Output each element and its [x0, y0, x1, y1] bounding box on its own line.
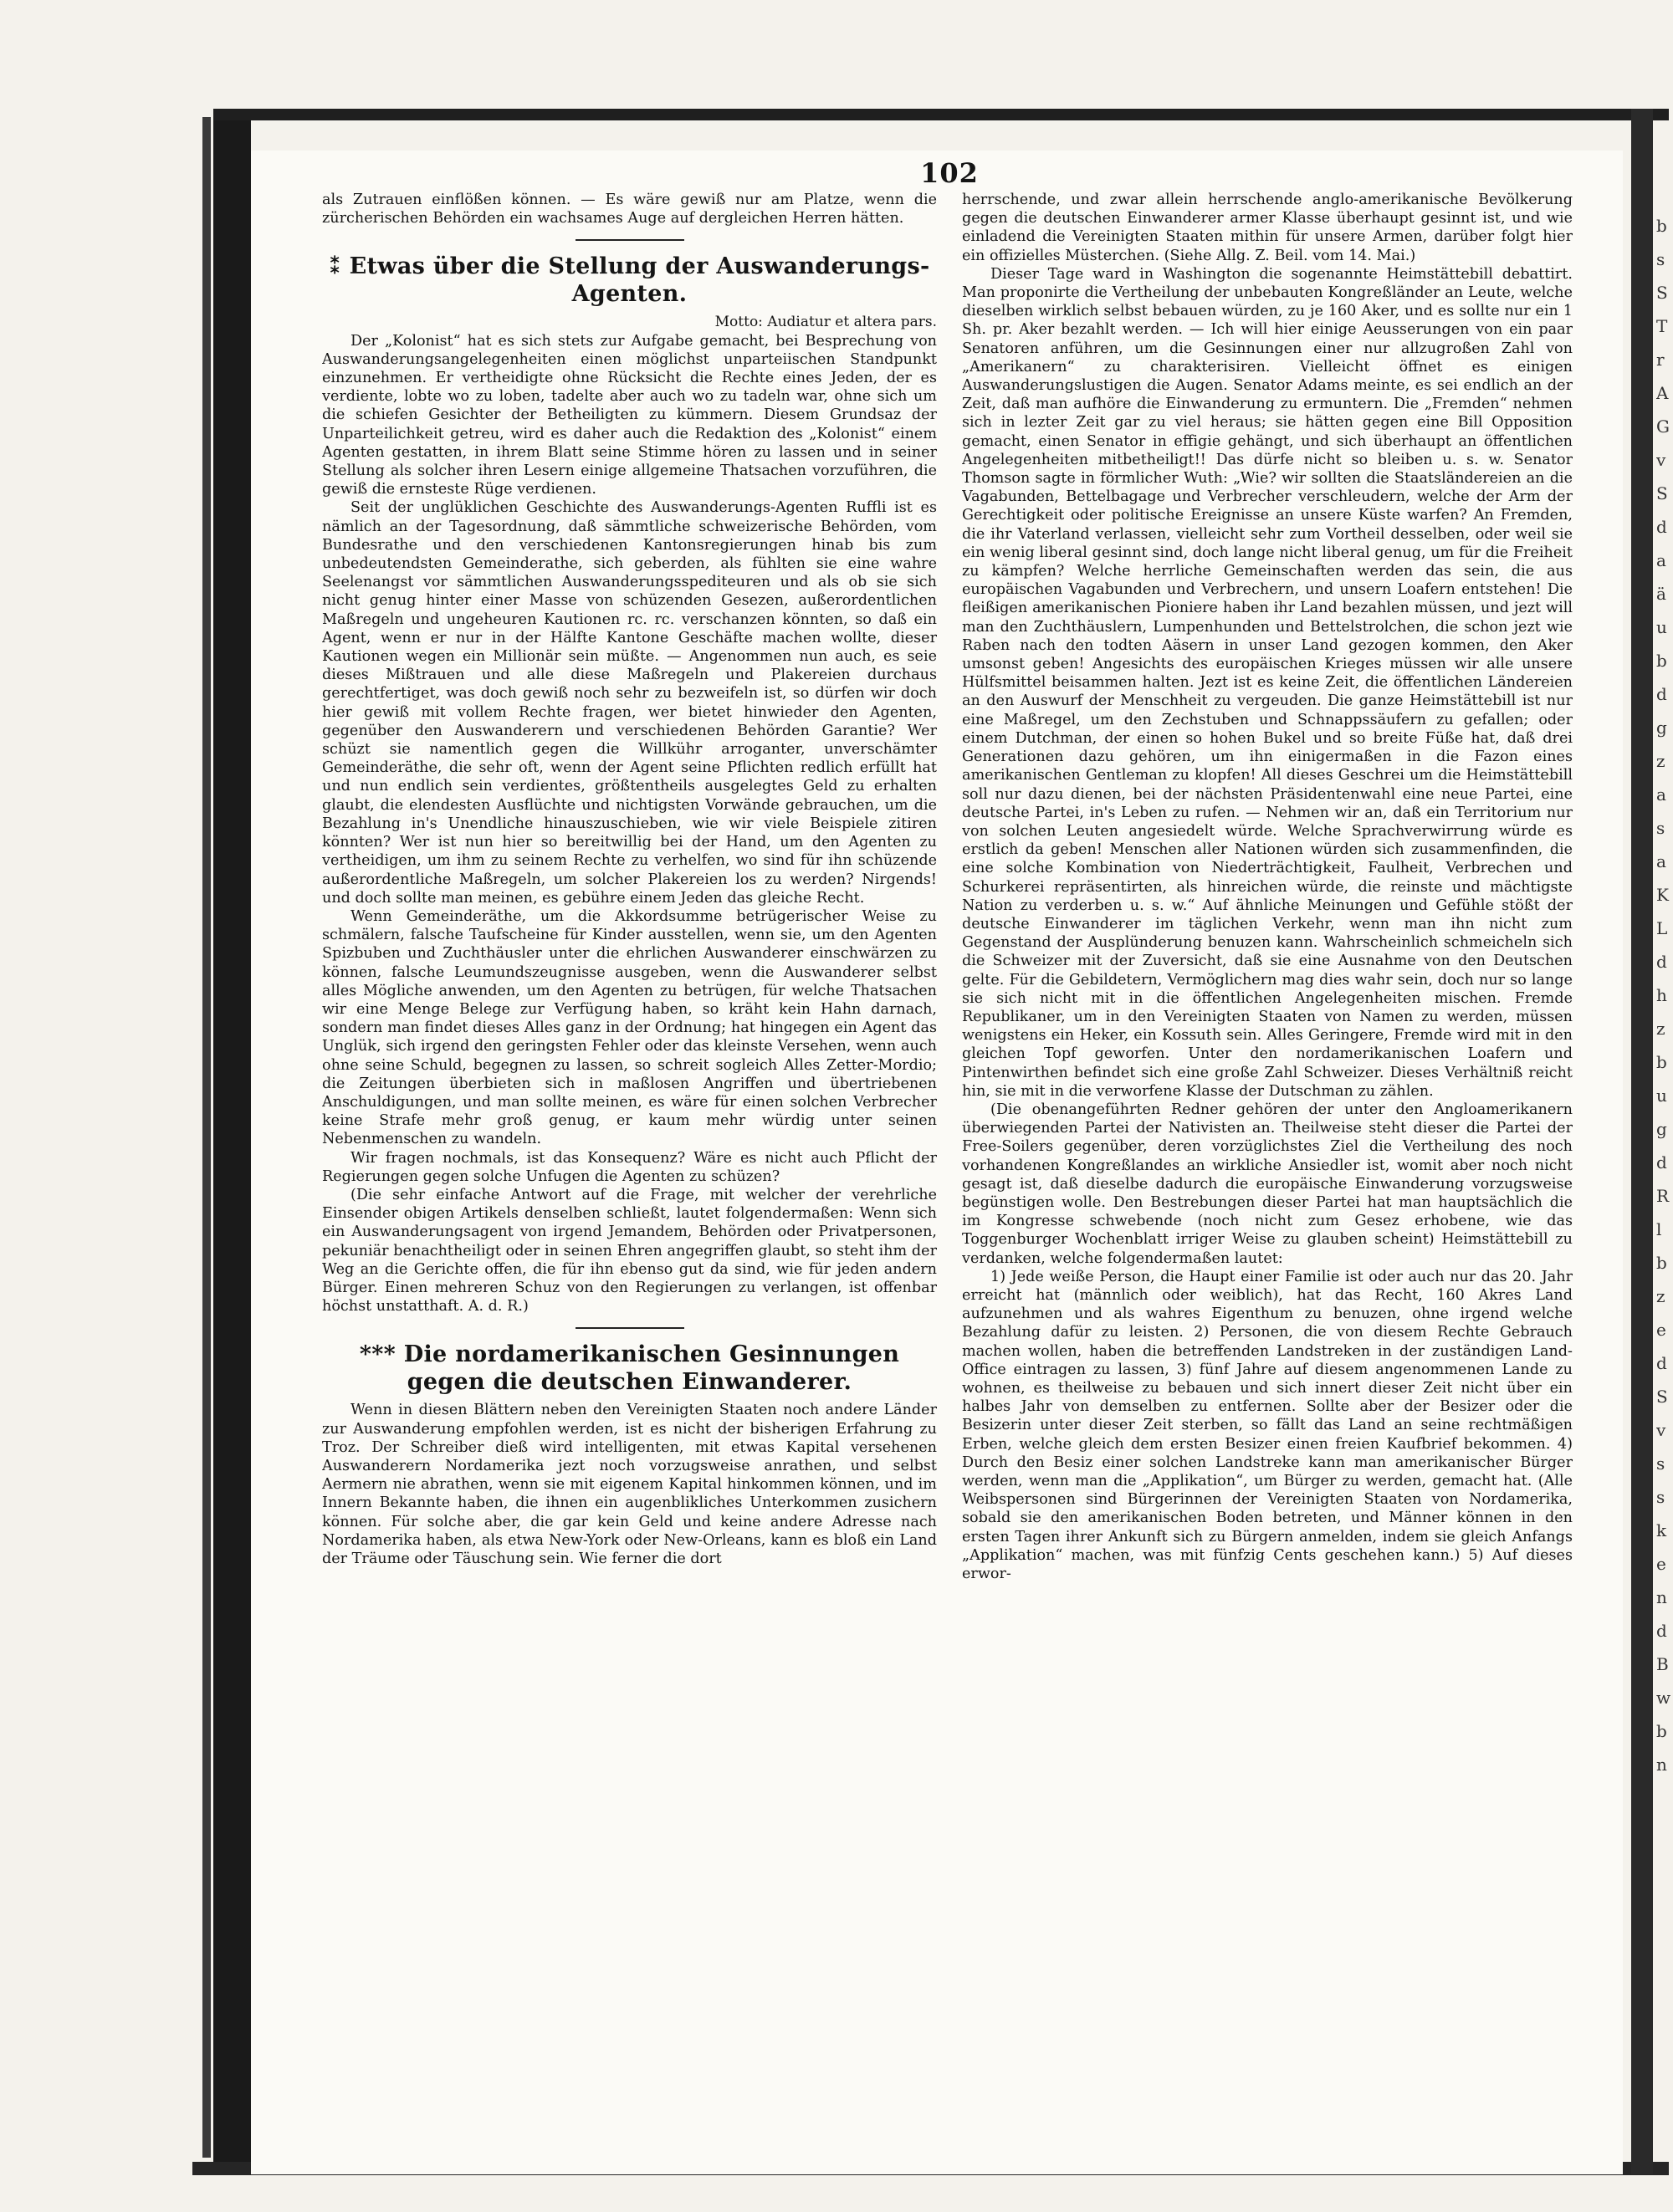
article-title-emigrants: *** Die nordamerikanischen Gesinnungen gegen die deutschen Einwanderer. — [359, 1341, 900, 1396]
edge-letter: k — [1656, 1520, 1667, 1540]
bill-provisions: 1) Jede weiße Person, die Haupt einer Familie ist oder auch nur das 20. Jahr erreicht hat (männlich oder weiblich), hat das Recht, 160 Akres Land aufzunehmen und als wahres Eigenthum zu benuzen, ohne irgend welche Bezahlung dafür zu leisten. 2) Personen, die von diesem Rechte Gebrauch machen wollen, haben die betreffenden Landstreken in der zuständigen Land-Office eintragen zu lassen, 3) fünf Jahre auf diesem angenommenen Lande zu wohnen, es theilweise zu bebauen und sich innert dieser Zeit nicht über ein halbes Jahr von demselben zu entfernen. Sollte aber der Besizer oder die Besizerin unter dieser Zeit sterben, so fällt das Land an seine rechtmäßigen Erben, welche gleich dem ersten Besizer einen freien Kaufbrief bekommen. 4) Durch den Besiz einer solchen Landstreke kann man amerikanischer Bürger werden, wenn man die „Applikation“, um Bürger zu werden, gemacht hat. (Alle Weibspersonen sind Bürgerinnen der Vereinigten Staaten von Nordamerika, sobald sie den amerikanischen Boden betreten, und Männer können in den ersten Tagen ihrer Ankunft sich zu Bürgern anmelden, indem sie gleich Anfangs „Applikation“ machen, was mit fünfzig Cents geschehen kann.) 5) Auf dieses erwor- — [962, 1268, 1573, 1583]
article-paragraph: Dieser Tage ward in Washington die sogenannte Heimstättebill debattirt. Man proponirte die Vertheilung der unbebauten Kongreßländer an Leute, welche dieselben wirklich selbst bebauen würden, zu je 160 Aker, und es sollte nur ein 1 Sh. pr. Aker bezahlt werden. — Ich will hier einige Aeusserungen von ein paar Senatoren anführen, um die Gesinnungen einer nur allzugroßen Zahl von „Amerikanern“ zu charakterisiren. Vielleicht öffnet es einigen Auswanderungslustigen die Augen. Senator Adams meinte, es sei endlich an der Zeit, daß man aufhöre die Einwanderung zu ermuntern. Die „Fremden“ nehmen sich in lezter Zeit gar zu viel heraus; sie hätten gegen eine Bill Opposition gemacht, einen Senator in effigie gehängt, und sich überhaupt an öffentlichen Angelegenheiten mitbetheiligt!! Das dürfe nicht so bleiben u. s. w. Senator Thomson sagte in förmlicher Wuth: „Wie? wir sollten die Staatsländereien an die Vagabunden, Bettelbagage und Verbrecher verschleudern, welche der Arm der Gerechtigkeit oder politische Ereignisse an unsere Küste warfen? An Fremden, die ihr Vaterland verlassen, vielleicht sehr zum Vortheil desselben, oder weil sie ein wenig liberal gesinnt sind, doch lange nicht liberal genug, um für die Freiheit zu kämpfen? Welche herrliche Gemeinschaften werden das sein, die aus europäischen Vagabunden und Verbrechern, und unsern Loafern entstehen! Die fleißigen amerikanischen Pioniere haben ihr Land bezahlen müssen, und jezt will man den Zuchthäuslern, Lumpenhunden und Bettelstrolchen, die schon jezt wie Raben nach den todten Aäsern in unser Land gezogen kommen, den Aker umsonst geben! Angesichts des europäischen Krieges müssen wir alle unsere Hülfsmittel beisammen halten. Jezt ist es keine Zeit, die öffentlichen Ländereien an den Auswurf der Menschheit zu vergeuden. Die ganze Heimstättebill ist nur eine Maßregel, um den Zechstuben und Schnappssäufern zu gefallen; oder einem Dutchman, der einen so hohen Bukel und so breite Füße hat, daß drei Generationen dazu gehören, um ihn einigermaßen in die Fazon eines amerikanischen Gentleman zu klopfen! All dieses Geschrei um die Heimstättebill soll nur dazu dienen, bei der nächsten Präsidentenwahl eine neue Partei, eine deutsche Partei, in's Leben zu rufen. — Nehmen wir an, daß ein Territorium nur von solchen Leuten angesiedelt würde. Welche Sprachverwirrung würde es erstlich da geben! Menschen aller Nationen würden sich zusammenfinden, die eine solche Kombination von Niederträchtigkeit, Faulheit, Verbrechen und Schurkerei repräsentirten, als hinreichen würde, die reinste und mächtigste Nation zu verderben u. s. w.“ Auf ähnliche Meinungen und Gefühle stößt der deutsche Einwanderer im täglichen Verkehr, wenn man ihn nicht zum Gegenstand der Ausplünderung benuzen kann. Wahrscheinlich schmeicheln sich die Schweizer mit der Zuversicht, daß sie eine Ausnahme von den Deutschen gelte. Für die Gebildetern, Vermöglichern mag dies wahr sein, doch nur so lange sie sich nicht mit in die öffentlichen Angelegenheiten mischen. Fremde Republikaner, um in den Vereinigten Staaten von Namen zu werden, müssen wenigstens ein Heker, ein Kossuth sein. Alles Geringere, Fremde wird mit in den gleichen Topf geworfen. Unter den nordamerikanischen Loafern und Pintenwirthen befindet sich eine große Zahl Schweizer. Dieses Verhältniß reicht hin, sie mit in die verworfene Klasse der Dutschman zu zählen. — [962, 265, 1573, 1100]
edge-letter: s — [1656, 1487, 1665, 1507]
motto: Motto: Audiatur et altera pars. — [714, 314, 937, 331]
edge-letter: d — [1656, 517, 1667, 537]
edge-letter: S — [1656, 1387, 1668, 1407]
edge-letter: u — [1656, 617, 1667, 637]
book-edge-top — [213, 109, 1669, 120]
edge-letter: u — [1656, 1086, 1667, 1106]
edge-letter: d — [1656, 1621, 1667, 1641]
edge-letter: d — [1656, 952, 1667, 972]
edge-letter: v — [1656, 1420, 1666, 1440]
edge-letter: g — [1656, 1119, 1667, 1139]
edge-letter: d — [1656, 1152, 1667, 1172]
edge-letter: b — [1656, 216, 1667, 236]
edge-letter: L — [1656, 918, 1668, 938]
edge-letter: l — [1656, 1219, 1662, 1239]
edge-letter: a — [1656, 851, 1666, 871]
article-paragraph: Wir fragen nochmals, ist das Konsequenz? Wäre es nicht auch Pflicht der Regierungen gegen solche Unfugen die Agenten zu schüzen? — [322, 1149, 937, 1185]
separator-rule — [576, 239, 684, 241]
edge-letter: S — [1656, 283, 1668, 303]
edge-letter: z — [1656, 1019, 1665, 1039]
edge-letter: G — [1656, 416, 1670, 437]
edge-letter: b — [1656, 1253, 1667, 1273]
edge-letter: A — [1656, 383, 1669, 403]
edge-letter: a — [1656, 550, 1666, 570]
edge-letter: r — [1656, 350, 1665, 370]
edge-letter: b — [1656, 651, 1667, 671]
edge-letter: d — [1656, 684, 1667, 704]
book-spine-shadow — [213, 109, 251, 2166]
edge-letter: R — [1656, 1186, 1670, 1206]
article-paragraph: herrschende, und zwar allein herrschende anglo-amerikanische Bevölkerung gegen die deutschen Einwanderer armer Klasse überhaupt gesinnt ist, und wie einladend die Vereinigten Staaten mithin für unsere Armen, darüber folgt hier ein offizielles Müsterchen. (Siehe Allg. Z. Beil. vom 14. Mai.) — [962, 192, 1573, 264]
left-column — [322, 191, 937, 2139]
edge-letter: w — [1656, 1688, 1671, 1708]
article-title-agents: ⁑ Etwas über die Stellung der Auswanderungs-Agenten. — [329, 253, 930, 308]
edge-letter: n — [1656, 1755, 1667, 1775]
article-paragraph: Seit der unglüklichen Geschichte des Auswanderungs-Agenten Ruffli ist es nämlich an der Tagesordnung, daß sämmtliche schweizerische Behörden, vom Bundesrathe und den verschiedenen Kantonsregierungen hinab bis zum unbedeutendsten Gemeinderathe, sich geberden, als fühlten sie eine wahre Seelenangst vor sämmtlichen Auswanderungsspediteuren und als ob sie sich nicht genug hinter einer Masse von schüzenden Gesezen, außerordentlichen Maßregeln und ungeheuren Kautionen rc. rc. verschanzen könnten, so daß ein Agent, wenn er nur in der Hälfte Kantone Geschäfte machen wollte, dieser Kautionen wegen ein Millionär sein müßte. — Angenommen nun auch, es seie dieses Mißtrauen und alle diese Maßregeln und Plakereien durchaus gerechtfertiget, was doch gewiß noch sehr zu bezweifeln ist, so dürfen wir doch hier gewiß mit vollem Rechte fragen, wer bietet hinwieder den Agenten, gegenüber den Auswanderern und verschiedenen Behörden Garantie? Wer schüzt sie namentlich gegen die Willkühr arroganter, unverschämter Gemeinderäthe, die sehr oft, wenn der Agent seine Pflichten redlich erfüllt hat und nun endlich sein verdientes, größtentheils ausgelegtes Geld zu erhalten glaubt, die elendesten Ausflüchte und nichtigsten Vorwände gebrauchen, um die Bezahlung in's Unendliche hinauszuschieben, wie wir viele Beispiele zitiren könnten? Wer ist nun hier so bereitwillig bei der Hand, um den Agenten zu vertheidigen, um ihm zu seinem Rechte zu verhelfen, wo sind für ihn schüzende außerordentliche Maßregeln, um solcher Plakereien los zu werden? Nirgends! und doch sollte man meinen, es gebühre einem Jeden das gleiche Recht. — [322, 499, 937, 907]
edge-letter: a — [1656, 784, 1666, 805]
edge-letter: S — [1656, 483, 1668, 503]
edge-letter: s — [1656, 818, 1665, 838]
edge-letter: T — [1656, 316, 1668, 336]
article-paragraph: (Die obenangeführten Redner gehören der unter den Angloamerikanern überwiegenden Partei der Nativisten an. Theilweise steht dieser die Partei der Free-Soilers gegenüber, deren vorzüglichstes Ziel die Vertheilung des noch vorhandenen Kongreßlandes an wirkliche Ansiedler ist, womit aber noch nicht gesagt ist, daß dieselbe dadurch die europäische Einwanderung vorzugsweise begünstigen wolle. Den Bestrebungen dieser Partei hat man hauptsächlich die im Kongresse schwebende (noch nicht zum Gesez erhobene, wie das Toggenburger Wochenblatt irriger Weise zu glauben scheint) Heimstättebill zu verdanken, welche folgendermaßen lautet: — [962, 1101, 1573, 1267]
edge-letter: n — [1656, 1587, 1667, 1607]
edge-letter: v — [1656, 450, 1666, 470]
right-column — [962, 191, 1573, 2114]
edge-letter: b — [1656, 1052, 1667, 1072]
next-page-edge-fragment — [1656, 209, 1673, 1923]
edge-letter: B — [1656, 1654, 1669, 1674]
edge-letter: g — [1656, 718, 1667, 738]
edge-letter: s — [1656, 249, 1665, 269]
edge-letter: e — [1656, 1320, 1666, 1340]
page-number: 102 — [920, 157, 979, 189]
book-edge-left — [202, 117, 211, 2158]
edge-letter: ä — [1656, 584, 1666, 604]
intro-text: als Zutrauen einflößen können. — Es wäre gewiß nur am Platze, wenn die zürcherischen Behörden ein wachsames Auge auf dergleichen Herren hätten. — [322, 192, 937, 227]
edge-letter: s — [1656, 1453, 1665, 1474]
edge-letter: h — [1656, 985, 1667, 1005]
edge-letter: e — [1656, 1554, 1666, 1574]
article-paragraph: Der „Kolonist“ hat es sich stets zur Aufgabe gemacht, bei Besprechung von Auswanderungsangelegenheiten einen möglichst unparteiischen Standpunkt einzunehmen. Er vertheidigte ohne Rücksicht die Rechte eines Jeden, der es verdiente, lobte wo zu loben, tadelte aber auch wo zu tadeln war, ohne sich um die schiefen Gesichter der Betheiligten zu kümmern. Diesem Grundsaz der Unparteilichkeit getreu, wird es daher auch die Redaktion des „Kolonist“ einem Agenten gestatten, in ihrem Blatt seine Stimme hören zu lassen und in seiner Stellung als solcher ihren Lesern einige allgemeine Thatsachen vorzuführen, die gewiß die ernsteste Rüge verdienen. — [322, 332, 937, 498]
edge-letter: K — [1656, 885, 1669, 905]
edge-letter: d — [1656, 1353, 1667, 1373]
edge-letter: b — [1656, 1721, 1667, 1741]
article-paragraph: Wenn in diesen Blättern neben den Vereinigten Staaten noch andere Länder zur Auswanderung empfohlen werden, ist es nicht der bisherigen Erfahrung zu Troz. Der Schreiber dieß wird intelligenten, mit etwas Kapital versehenen Auswanderern Nordamerika jezt noch vorzugsweise anrathen, und selbst Aermern nie abrathen, wenn sie mit eigenem Kapital hinkommen können, und im Innern Bekannte haben, die ihnen ein augenblikliches Unterkommen zusichern können. Für solche aber, die gar kein Geld und keine andere Adresse nach Nordamerika haben, als etwa New-York oder New-Orleans, kann es bloß ein Land der Träume oder Täuschung sein. Wie ferner die dort — [322, 1402, 937, 1567]
separator-rule — [576, 1327, 684, 1329]
edge-letter: z — [1656, 751, 1665, 771]
edge-letter: z — [1656, 1286, 1665, 1306]
book-edge-right — [1631, 109, 1653, 2174]
editor-note: (Die sehr einfache Antwort auf die Frage, mit welcher der verehrliche Einsender obigen Artikels denselben schließt, lautet folgendermaßen: Wenn sich ein Auswanderungsagent von irgend Jemandem, Behörden oder Privatpersonen, pekuniär benachtheiligt oder in seinen Ehren angegriffen glaubt, so steht ihm der Weg an die Gerichte offen, die für ihn ebenso gut da sind, wie für jeden andern Bürger. Einen mehreren Schuz von den Regierungen zu verlangen, ist offenbar höchst unstatthaft. A. d. R.) — [322, 1186, 937, 1315]
article-paragraph: Wenn Gemeinderäthe, um die Akkordsumme betrügerischer Weise zu schmälern, falsche Taufscheine für Kinder ausstellen, wenn sie, um den Agenten Spizbuben und Zuchthäusler unter die ehrlichen Auswanderer einschwärzen zu können, falsche Leumundszeugnisse ausgeben, wenn die Auswanderer selbst alles Mögliche anwenden, um den Agenten zu betrügen, für welche Thatsachen wir eine Menge Belege zur Verfügung haben, so kräht kein Hahn darnach, sondern man findet dieses Alles ganz in der Ordnung; hat hingegen ein Agent das Unglük, sich irgend den geringsten Fehler oder das kleinste Versehen, wenn auch ohne seine Schuld, begegnen zu lassen, so schreit sogleich Alles Zetter-Mordio; die Zeitungen überbieten sich in maßlosen Angriffen und übertriebenen Anschuldigungen, und man sollte meinen, es wäre für einen solchen Verbrecher keine Strafe mehr groß genug, er kaum mehr würdig unter seinen Nebenmenschen zu wandeln. — [322, 907, 937, 1148]
